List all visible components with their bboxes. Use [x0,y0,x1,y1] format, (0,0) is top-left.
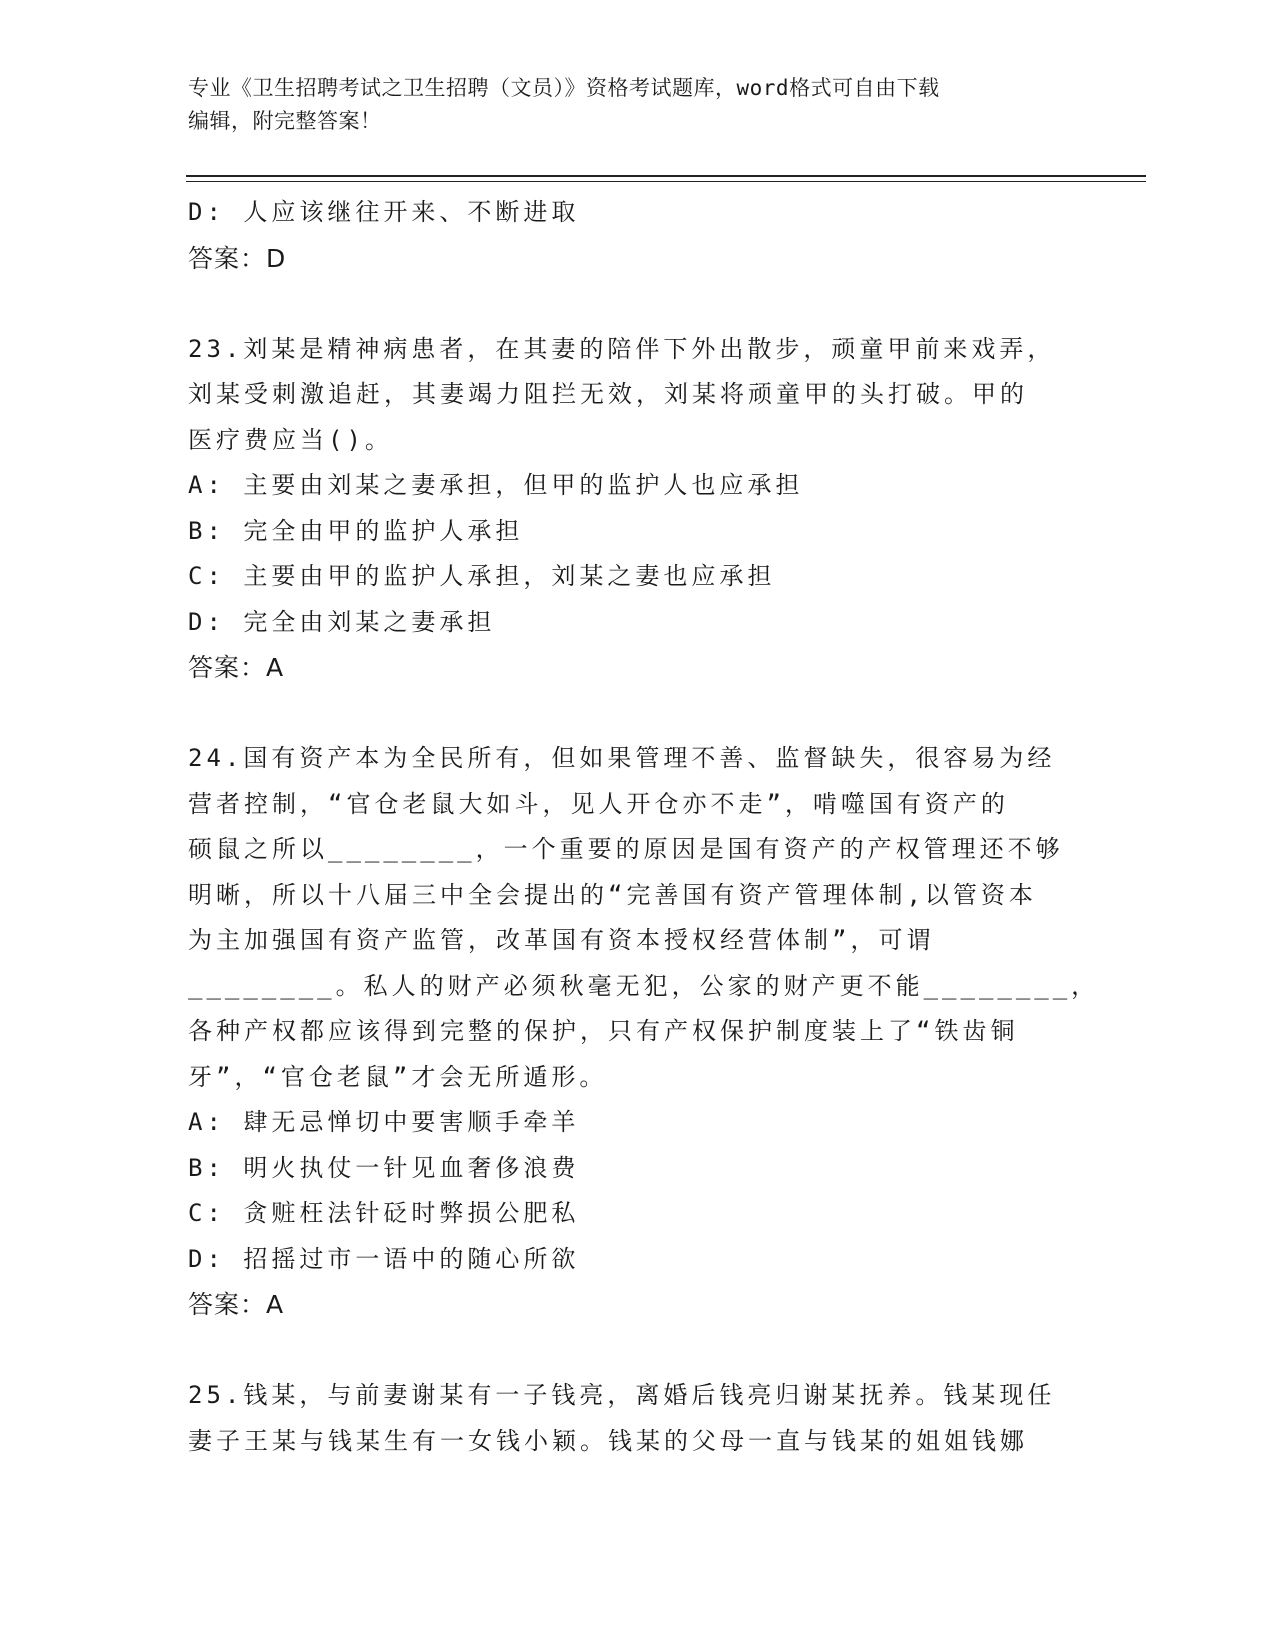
question-text-line: 刘某受刺激追赶，其妻竭力阻拦无效，刘某将顽童甲的头打破。甲的 [188,380,1028,408]
question-25 [188,1373,1088,1464]
question-24 [188,736,1100,1328]
option-c: C: 贪赃枉法针砭时弊损公肥私 [188,1199,580,1227]
option-d: D: 招摇过市一语中的随心所欲 [188,1244,580,1273]
question-text-line: ________。私人的财产必须秋毫无犯，公家的财产更不能________， [188,971,1100,1000]
question-text-line: 24.国有资产本为全民所有，但如果管理不善、监督缺失，很容易为经 [188,744,1056,772]
answer: 答案：A [188,1290,285,1319]
option-c: C: 主要由甲的监护人承担，刘某之妻也应承担 [188,562,776,590]
question-text-line: 为主加强国有资产监管，改革国有资本授权经营体制”，可谓 [188,926,935,954]
header-rule-thin [186,181,1146,182]
answer: 答案：A [188,653,285,682]
document-body [188,190,1100,1464]
option-a: A: 肆无忌惮切中要害顺手牵羊 [188,1108,580,1136]
prev-answer: 答案：D [188,243,287,273]
question-text-line: 营者控制，“官仓老鼠大如斗，见人开仓亦不走”，啃噬国有资产的 [188,789,1009,818]
header-line-2: 编辑，附完整答案！ [188,109,382,133]
question-text-line: 23.刘某是精神病患者，在其妻的陪伴下外出散步，顽童甲前来戏弄， [188,334,1056,363]
question-text-line: 明晰，所以十八届三中全会提出的“完善国有资产管理体制,以管资本 [188,880,1037,909]
question-text-line: 硕鼠之所以________，一个重要的原因是国有资产的产权管理还不够 [188,835,1064,863]
question-23 [188,327,1088,691]
question-text-line: 25.钱某，与前妻谢某有一子钱亮，离婚后钱亮归谢某抚养。钱某现任 [188,1381,1056,1409]
question-text-line: 牙”，“官仓老鼠”才会无所遁形。 [188,1062,608,1091]
document-header [188,72,1068,138]
prev-option-d: D: 人应该继往开来、不断进取 [188,198,580,226]
question-text-line: 医疗费应当()。 [188,425,393,454]
header-rule-thick [186,175,1146,177]
option-d: D: 完全由刘某之妻承担 [188,607,496,636]
option-a: A: 主要由刘某之妻承担，但甲的监护人也应承担 [188,471,804,499]
option-b: B: 完全由甲的监护人承担 [188,516,524,545]
question-text-line: 各种产权都应该得到完整的保护，只有产权保护制度装上了“铁齿铜 [188,1017,1019,1045]
header-line-1: 专业《卫生招聘考试之卫生招聘（文员）》资格考试题库，word格式可自由下载 [188,76,940,100]
option-b: B: 明火执仗一针见血奢侈浪费 [188,1153,580,1182]
question-text-line: 妻子王某与钱某生有一女钱小颖。钱某的父母一直与钱某的姐姐钱娜 [188,1426,1028,1455]
